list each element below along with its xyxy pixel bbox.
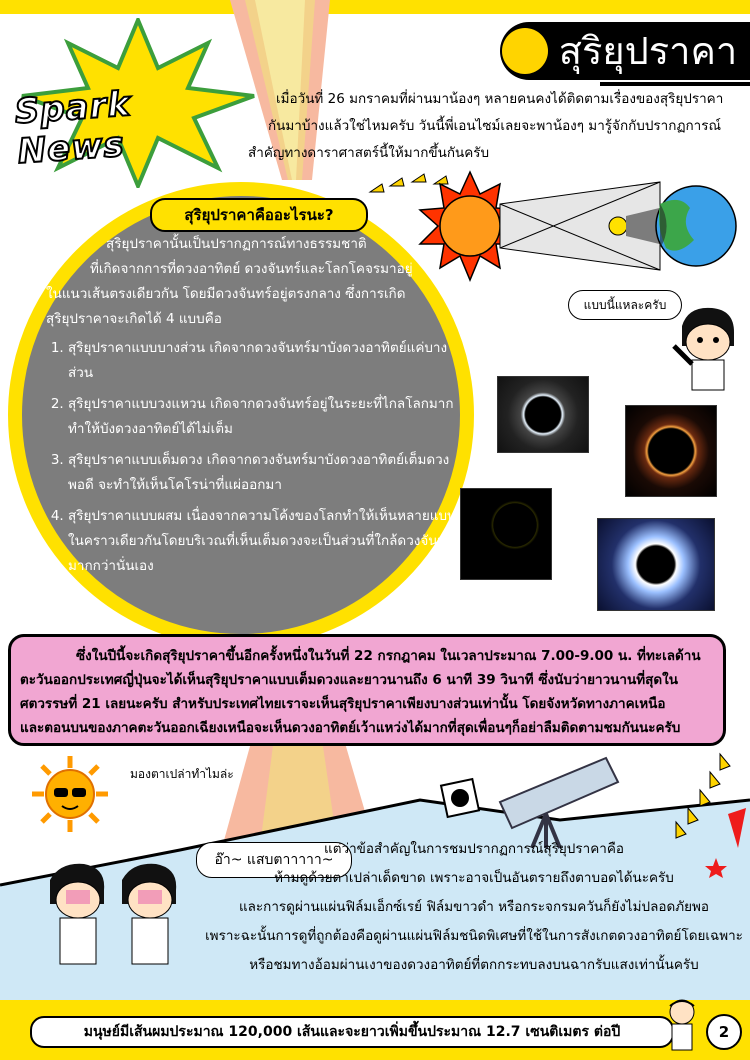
warning-line: ห้ามดูด้วยตาเปล่าเด็ดขาด เพราะอาจเป็นอันตรายถึงตาบอดได้นะครับ [274, 870, 674, 886]
sun-sunglasses-icon [30, 754, 110, 834]
speech-bubble: อ๊า~ แสบตาาาาา~ [196, 842, 352, 878]
arrow-marks-icon [370, 174, 448, 192]
page-title: สุริยุปราคา [558, 29, 738, 73]
list-item: 3. สุริยุปราคาแบบเต็มดวง เกิดจากดวงจันทร์มาบังดวงอาทิตย์เต็มดวงพอดี จะทำให้เห็นโคโรน่าที่แผ่ออกมา [68, 448, 456, 498]
news-text [20, 644, 720, 740]
annular-eclipse-photo [625, 405, 717, 497]
intro-paragraph [248, 86, 744, 167]
warning-line: หรือชมทางอ้อมผ่านเงาของดวงอาทิตย์ที่ตกกระทบลงบนฉากรับแสงเท่านั้นครับ [249, 957, 699, 973]
intro-line: เมื่อวันที่ 26 มกราคมที่ผ่านมาน้องๆ หลายคนคงได้ติดตามเรื่องของสุริยุปราคา [276, 91, 724, 107]
warning-line: และการดูผ่านแผ่นฟิล์มเอ็กซ์เรย์ ฟิล์มขาวดำ หรือกระจกรมควันก็ยังไม่ปลอดภัยพอ [238, 899, 710, 915]
body-line: ที่เกิดจากการที่ดวงอาทิตย์ ดวงจันทร์และโลกโคจรมาอยู่ [90, 261, 413, 277]
total-eclipse-photo [597, 518, 715, 611]
list-item: 2. สุริยุปราคาแบบวงแหวน เกิดจากดวงจันทร์อยู่ในระยะที่ไกลโลกมาก ทำให้บังดวงอาทิตย์ได้ไม่เต็ม [68, 392, 456, 442]
crying-kids-icon [40, 860, 190, 970]
sun-caption: มองตาเปล่าทำไมล่ะ [130, 767, 234, 781]
body-line: สุริยุปราคาจะเกิดได้ 4 แบบคือ [46, 311, 222, 327]
section-heading: สุริยุปราคาคืออะไรนะ? [150, 198, 368, 232]
title-dot [502, 28, 548, 74]
list-item: 1. สุริยุปราคาแบบบางส่วน เกิดจากดวงจันทร์มาบังดวงอาทิตย์แค่บางส่วน [68, 336, 456, 386]
partial-eclipse-photo [460, 488, 552, 580]
diamond-ring-eclipse-photo [497, 376, 589, 453]
page-number: 2 [706, 1014, 742, 1050]
eclipse-types-list [46, 336, 456, 579]
logo-text: Spark News [13, 84, 133, 172]
scientist-mini-icon [660, 996, 704, 1058]
fun-fact-bar: มนุษย์มีเส้นผมประมาณ 120,000 เส้นและจะยาวเพิ่มขึ้นประมาณ 12.7 เซนติเมตร ต่อปี [30, 1016, 674, 1048]
section-body [46, 232, 456, 585]
intro-line: กันมาบ้างแล้วใช่ไหมครับ วันนี้พี่เอนไซม์เลยจะพาน้องๆ มารู้จักกับปรากฏการณ์ [268, 118, 722, 134]
intro-line: สำคัญทางดาราศาสตร์นี้ให้มากขึ้นกันครับ [248, 145, 490, 161]
news-line: ตะวันออกประเทศญี่ปุ่นจะได้เห็นสุริยุปราคาแบบเต็มดวงและยาวนานถึง 6 นาที 39 วินาที ซึ่งนับว่ายาวนานที่สุดใน [20, 672, 678, 688]
warning-line: เพราะฉะนั้นการดูที่ถูกต้องคือดูผ่านแผ่นฟิล์มชนิดพิเศษที่ใช้ในการสังเกตดวงอาทิตย์โดยเฉพาะ [205, 928, 743, 944]
list-item: 4. สุริยุปราคาแบบผสม เนื่องจากความโค้งของโลกทำให้เห็นหลายแบบในคราวเดียวกันโดยบริเวณที่เห็นเต็มดวงจะเป็นส่วนที่ใกล้ดวงจันทร์มากกว่านั่นเอง [68, 504, 456, 579]
scientist-character-icon [668, 306, 744, 392]
news-line: ศตวรรษที่ 21 เลยนะครับ สำหรับประเทศไทยเราจะเห็นสุริยุปราคาเพียงบางส่วนเท่านั้น โดยจังหวัดทางภาคเหนือ [20, 696, 666, 712]
news-line: ซึ่งในปีนี้จะเกิดสุริยุปราคาขึ้นอีกครั้งหนึ่งในวันที่ 22 กรกฎาคม ในเวลาประมาณ 7.00-9.00 น. ที่ทะเลด้าน [76, 648, 701, 664]
body-line: ในแนวเส้นตรงเดียวกัน โดยมีดวงจันทร์อยู่ตรงกลาง ซึ่งการเกิด [46, 286, 406, 302]
safety-warning [204, 835, 744, 980]
speech-bubble: แบบนี้แหละครับ [568, 290, 682, 320]
news-line: และตอนบนของภาคตะวันออกเฉียงเหนือจะเห็นดวงอาทิตย์เว้าแหว่งได้มากที่สุดเพื่อนๆก็อย่าลืมติดตามชมกันนะครับ [20, 720, 681, 736]
warning-line: แต่ว่าข้อสำคัญในการชมปรากฏการณ์สุริยุปราคาคือ [324, 841, 624, 857]
body-line: สุริยุปราคานั้นเป็นปรากฏการณ์ทางธรรมชาติ [106, 236, 367, 252]
